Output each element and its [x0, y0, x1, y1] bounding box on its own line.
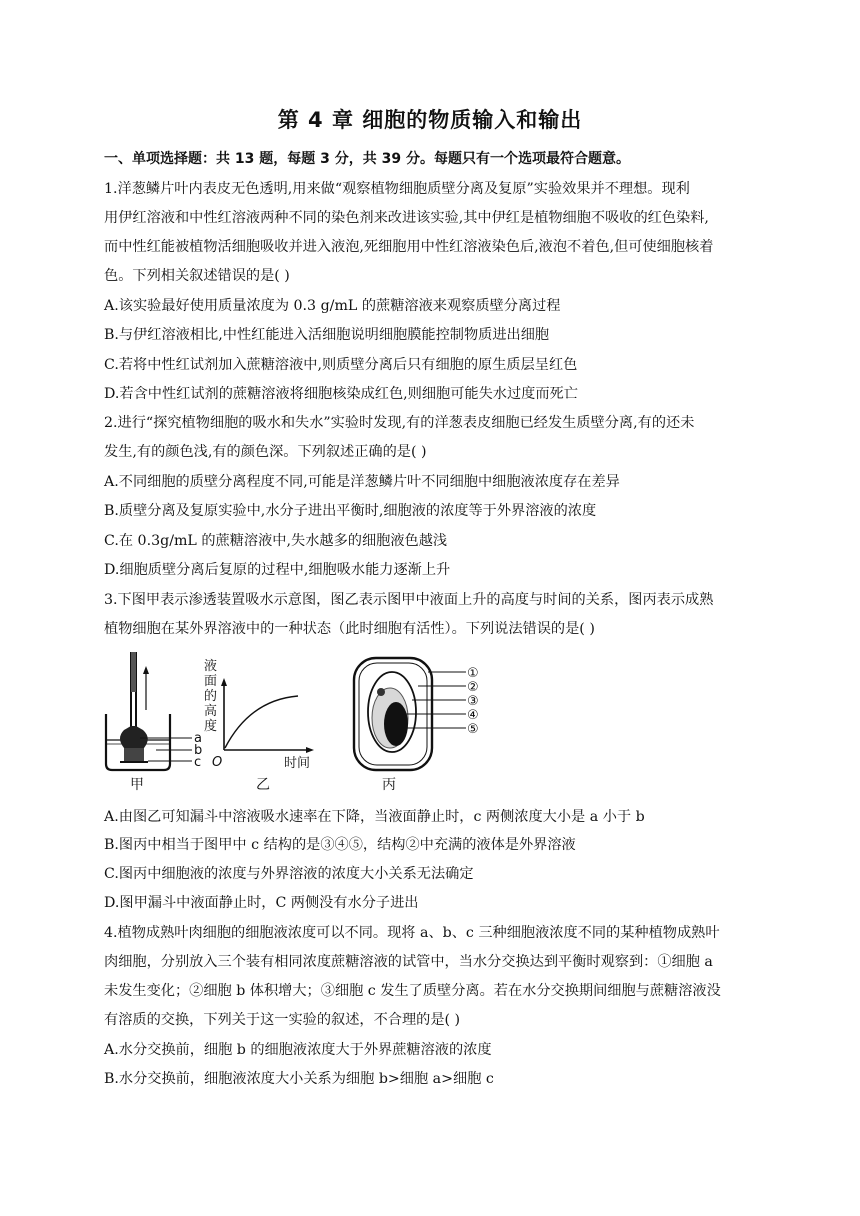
chapter-title: 第 4 章 细胞的物质输入和输出 — [277, 108, 583, 132]
q1-option-d: D.若含中性红试剂的蔗糖溶液将细胞核染成红色,则细胞可能失水过度而死亡 — [104, 386, 578, 402]
q2-option-b: B.质壁分离及复原实验中,水分子进出平衡时,细胞液的浓度等于外界溶液的浓度 — [104, 503, 597, 519]
bing-plant-cell — [354, 658, 479, 793]
q1-stem-line: 1.洋葱鳞片叶内表皮无色透明,用来做“观察植物细胞质壁分离及复原”实验效果并不理想。现利 — [104, 181, 690, 197]
yi-ylabel-char: 面 — [204, 674, 218, 689]
yi-graph — [204, 658, 314, 793]
yi-ylabel-char: 液 — [204, 659, 218, 674]
q3-stem-line: 植物细胞在某外界溶液中的一种状态（此时细胞有活性）。下列说法错误的是( ) — [104, 621, 595, 637]
bing-label-5: ⑤ — [467, 722, 479, 737]
yi-xlabel: 时间 — [284, 756, 311, 771]
yi-ylabel-char: 高 — [204, 704, 218, 719]
yi-caption: 乙 — [256, 777, 270, 793]
q1-stem-line: 而中性红能被植物活细胞吸收并进入液泡,死细胞用中性红溶液染色后,液泡不着色,但可使细胞核着 — [104, 239, 714, 255]
q2-option-a: A.不同细胞的质壁分离程度不同,可能是洋葱鳞片叶不同细胞中细胞液浓度存在差异 — [104, 474, 620, 490]
yi-ylabel-char: 的 — [204, 689, 218, 704]
bing-caption: 丙 — [382, 777, 396, 793]
jia-label-a: a — [194, 731, 202, 746]
q1-option-c: C.若将中性红试剂加入蔗糖溶液中,则质壁分离后只有细胞的原生质层呈红色 — [104, 357, 578, 373]
q4-option-a: A.水分交换前，细胞 b 的细胞液浓度大于外界蔗糖溶液的浓度 — [104, 1042, 492, 1058]
yi-origin-label: O — [212, 755, 223, 770]
q2-option-d: D.细胞质壁分离后复原的过程中,细胞吸水能力逐渐上升 — [104, 562, 451, 578]
q3-stem-line: 3.下图甲表示渗透装置吸水示意图，图乙表示图甲中液面上升的高度与时间的关系，图丙表示成熟 — [104, 592, 714, 608]
section-header: 一、单项选择题：共 13 题，每题 3 分，共 39 分。每题只有一个选项最符合题意。 — [104, 151, 630, 167]
jia-caption: 甲 — [130, 777, 144, 793]
bing-label-3: ③ — [467, 694, 479, 709]
q3-figure — [100, 648, 500, 800]
q3-option-d: D.图甲漏斗中液面静止时，C 两侧没有水分子进出 — [104, 895, 419, 911]
q3-option-c: C.图丙中细胞液的浓度与外界溶液的浓度大小关系无法确定 — [104, 866, 474, 882]
q2-stem-line: 2.进行“探究植物细胞的吸水和失水”实验时发现,有的洋葱表皮细胞已经发生质壁分离,有的还未 — [104, 415, 695, 431]
q4-option-b: B.水分交换前，细胞液浓度大小关系为细胞 b>细胞 a>细胞 c — [104, 1071, 494, 1087]
yi-ylabel-char: 度 — [204, 719, 218, 734]
q4-stem-line: 有溶质的交换，下列关于这一实验的叙述，不合理的是( ) — [104, 1012, 461, 1028]
q2-stem-line: 发生,有的颜色浅,有的颜色深。下列叙述正确的是( ) — [104, 444, 427, 460]
q3-option-a: A.由图乙可知漏斗中溶液吸水速率在下降，当液面静止时，c 两侧浓度大小是 a 小于 b — [104, 809, 645, 825]
q1-option-a: A.该实验最好使用质量浓度为 0.3 g/mL 的蔗糖溶液来观察质壁分离过程 — [104, 298, 561, 314]
q1-stem-line: 色。下列相关叙述错误的是( ) — [104, 268, 290, 284]
q4-stem-line: 4.植物成熟叶肉细胞的细胞液浓度可以不同。现将 a、b、c 三种细胞液浓度不同的某种植物成熟叶 — [104, 925, 720, 941]
q3-option-b: B.图丙中相当于图甲中 c 结构的是③④⑤，结构②中充满的液体是外界溶液 — [104, 837, 576, 853]
q1-stem-line: 用伊红溶液和中性红溶液两种不同的染色剂来改进该实验,其中伊红是植物细胞不吸收的红色染料, — [104, 210, 709, 226]
bing-label-2: ② — [467, 680, 479, 695]
q4-stem-line: 未发生变化；②细胞 b 体积增大；③细胞 c 发生了质壁分离。若在水分交换期间细胞与蔗糖溶液没 — [104, 983, 721, 999]
bing-label-4: ④ — [467, 708, 479, 723]
bing-label-1: ① — [467, 666, 479, 681]
jia-label-c: c — [194, 755, 202, 770]
q2-option-c: C.在 0.3g/mL 的蔗糖溶液中,失水越多的细胞液色越浅 — [104, 533, 448, 549]
jia-label-b: b — [194, 743, 203, 758]
q1-option-b: B.与伊红溶液相比,中性红能进入活细胞说明细胞膜能控制物质进出细胞 — [104, 327, 550, 343]
q4-stem-line: 肉细胞，分别放入三个装有相同浓度蔗糖溶液的试管中，当水分交换达到平衡时观察到：①细胞 a — [104, 954, 713, 970]
jia-osmosis-apparatus — [106, 652, 202, 793]
